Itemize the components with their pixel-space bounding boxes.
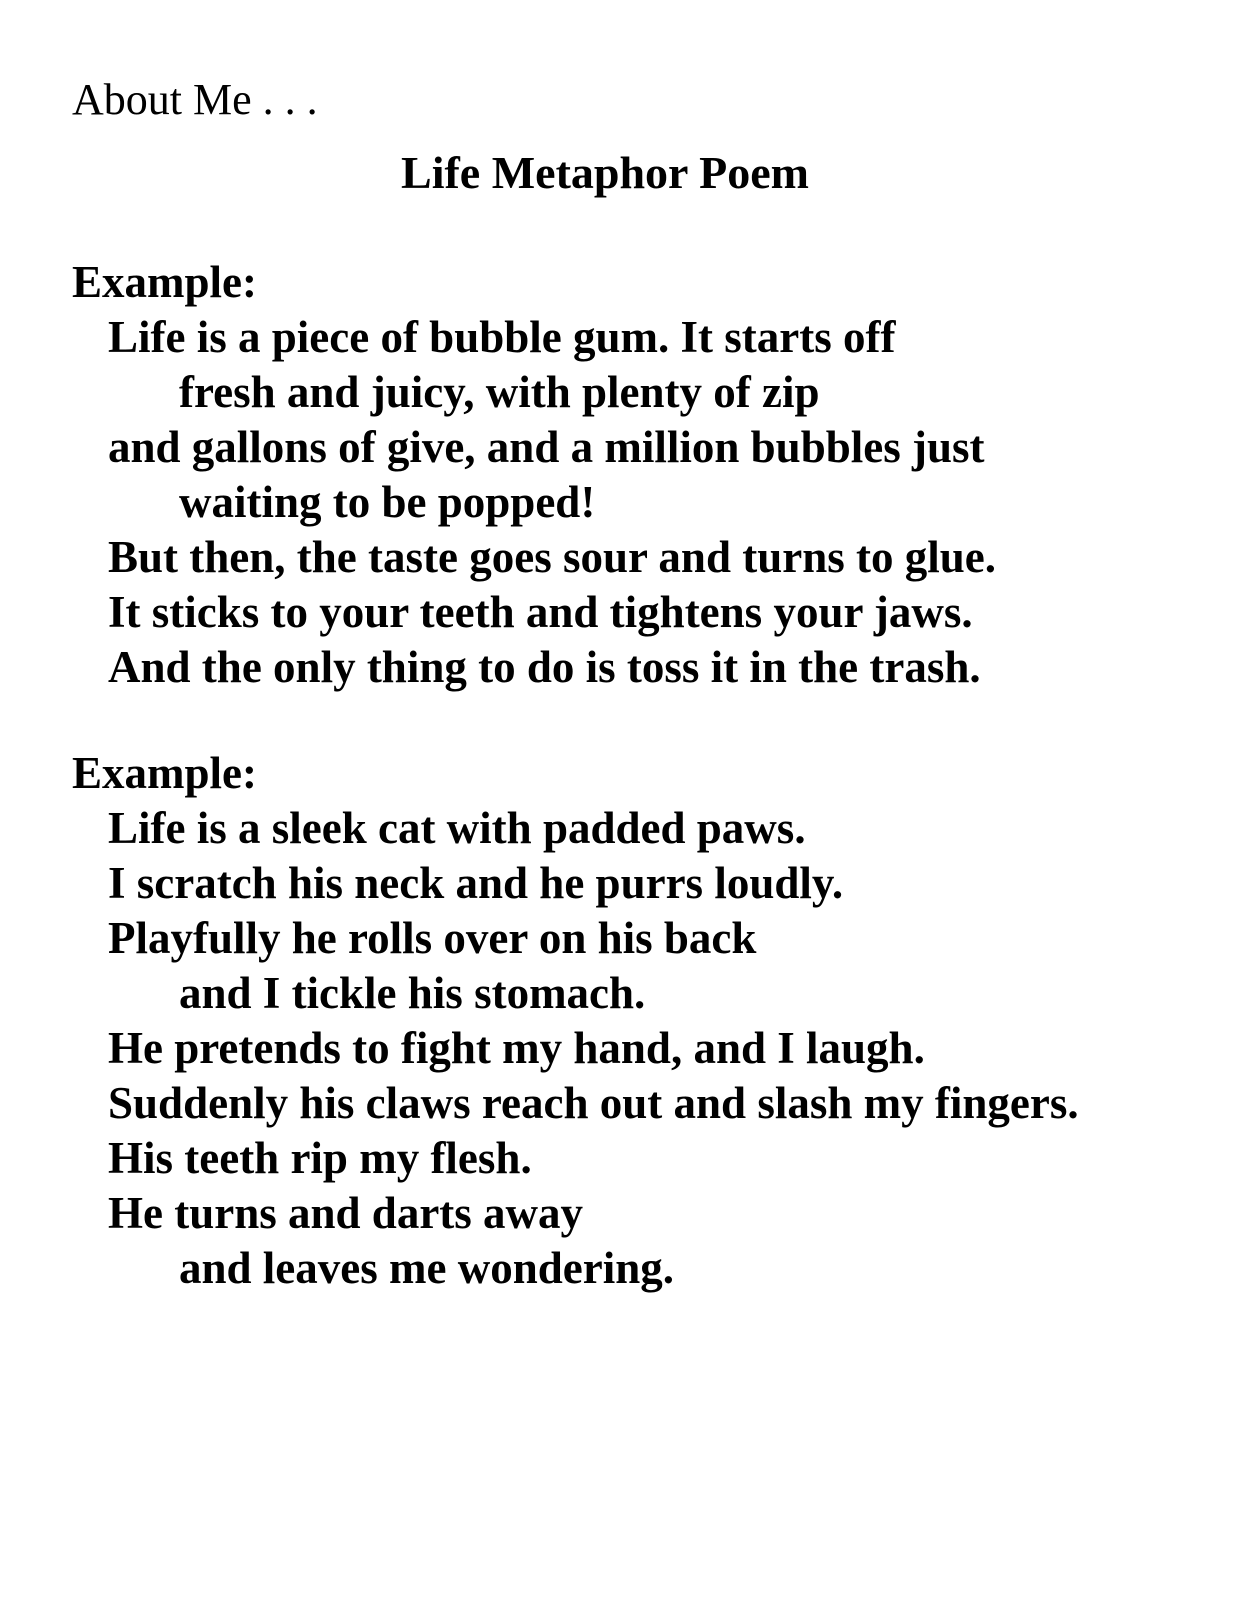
poem-line: waiting to be popped! bbox=[179, 477, 596, 527]
poem-line: I scratch his neck and he purrs loudly. bbox=[108, 858, 844, 908]
poem-line: and I tickle his stomach. bbox=[179, 968, 646, 1018]
poem-line: Life is a sleek cat with padded paws. bbox=[108, 803, 806, 853]
poem-line: Playfully he rolls over on his back bbox=[108, 913, 757, 963]
poem-line: His teeth rip my flesh. bbox=[108, 1133, 532, 1183]
poem-line: and leaves me wondering. bbox=[179, 1243, 674, 1293]
poem-line: It sticks to your teeth and tightens your jaws. bbox=[108, 587, 973, 637]
page-title: Life Metaphor Poem bbox=[401, 147, 809, 198]
poem-line: But then, the taste goes sour and turns to glue. bbox=[108, 532, 996, 582]
example-2 bbox=[72, 746, 1079, 1296]
poem-line: fresh and juicy, with plenty of zip bbox=[179, 367, 820, 417]
example-label: Example: bbox=[72, 257, 257, 307]
example-label: Example: bbox=[72, 748, 257, 798]
poem-line: He pretends to fight my hand, and I laugh. bbox=[108, 1023, 925, 1073]
poem-line: And the only thing to do is toss it in the trash. bbox=[108, 642, 981, 692]
example-1 bbox=[72, 255, 996, 695]
poem-line: and gallons of give, and a million bubbles just bbox=[108, 422, 985, 472]
poem-line: He turns and darts away bbox=[108, 1188, 584, 1238]
about-me-heading: About Me . . . bbox=[72, 75, 318, 124]
poem-line: Life is a piece of bubble gum. It starts off bbox=[108, 312, 896, 362]
poem-line: Suddenly his claws reach out and slash my fingers. bbox=[108, 1078, 1079, 1128]
